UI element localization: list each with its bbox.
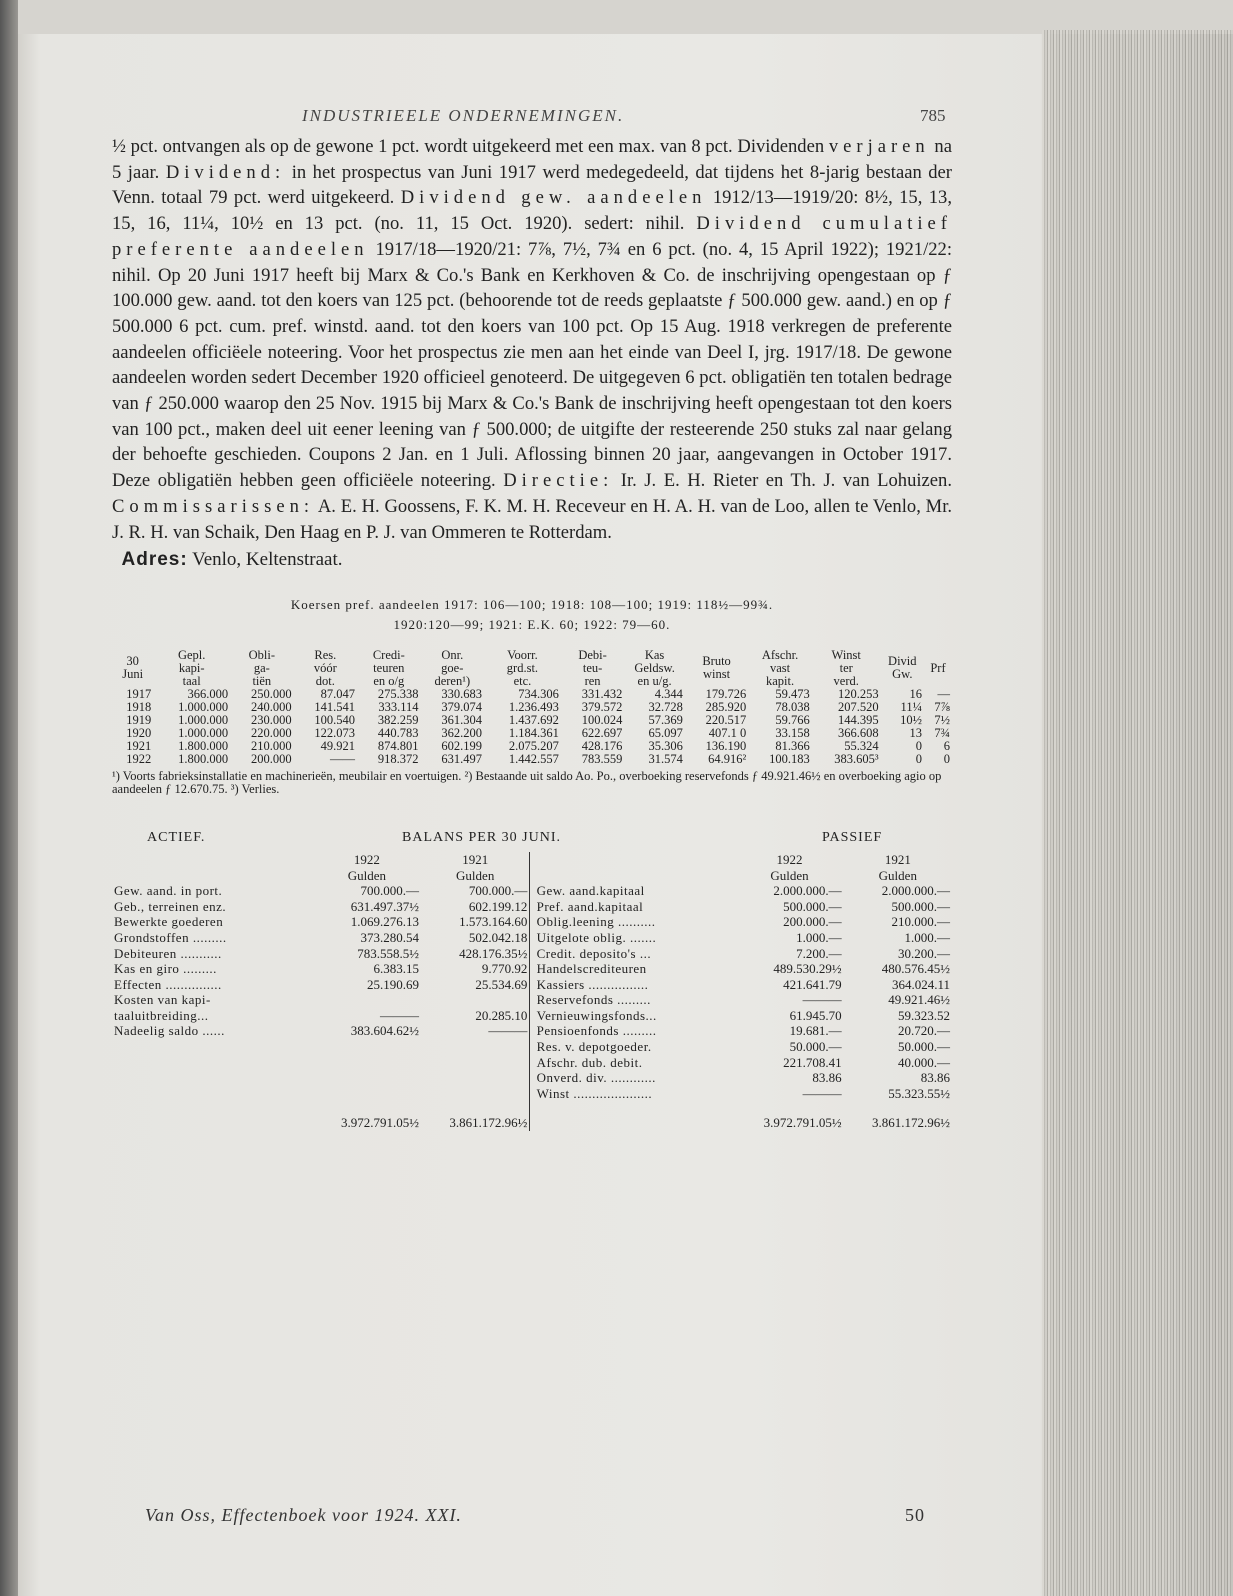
statistics-column-header bbox=[357, 649, 420, 688]
statistics-column-header bbox=[484, 649, 561, 688]
balance-label: Afschr. dub. debit. bbox=[536, 1054, 643, 1070]
running-header bbox=[112, 100, 952, 134]
balance-amount: 700.000.— bbox=[468, 883, 528, 899]
balance-amount: 783.558.5½ bbox=[357, 945, 420, 961]
header-part: ren bbox=[584, 673, 601, 688]
header-part: etc. bbox=[513, 673, 532, 688]
value-cell: 100.024 bbox=[581, 712, 623, 727]
balance-amount: 83.86 bbox=[920, 1070, 950, 1086]
balance-label: Uitgelote oblig. ....... bbox=[536, 929, 657, 945]
balance-amount: 1.069.276.13 bbox=[350, 914, 420, 930]
actief-title: ACTIEF. bbox=[147, 829, 206, 845]
value-cell: —— bbox=[330, 751, 356, 766]
header-part: Obli- bbox=[248, 647, 276, 662]
value-cell: 0 bbox=[915, 738, 922, 753]
balance-label: Reservefonds ......... bbox=[536, 992, 651, 1008]
balance-body bbox=[112, 852, 952, 1102]
balance-amount bbox=[421, 1039, 530, 1055]
header-part: 30 bbox=[126, 654, 139, 669]
balance-amount: 19.681.— bbox=[789, 1023, 842, 1039]
balance-amount: 25.190.69 bbox=[367, 976, 420, 992]
balance-unit-row bbox=[112, 868, 952, 884]
header-part: Onr. bbox=[441, 647, 464, 662]
statistics-body bbox=[112, 688, 952, 766]
value-cell: 331.432 bbox=[581, 686, 623, 701]
text-run: 1912/13—1919/20: 8½, 15, 13, 15, 16, 11¼, 10½ en 13 pct. (no. 11, 15 Oct. 1920). sedert: nihil. bbox=[112, 187, 952, 235]
balance-amount: 7.200.— bbox=[796, 945, 842, 961]
value-cell: 179.726 bbox=[705, 686, 747, 701]
value-cell: 55.324 bbox=[844, 738, 879, 753]
total-actief-1922: 3.972.791.05½ bbox=[341, 1115, 420, 1131]
header-part: kapi- bbox=[178, 660, 205, 675]
balance-label: taaluitbreiding... bbox=[114, 1007, 209, 1023]
spaced-term: Directie: bbox=[503, 470, 614, 492]
statistics-row bbox=[112, 688, 952, 701]
header-part: teuren bbox=[373, 660, 405, 675]
value-cell: 100.183 bbox=[769, 751, 810, 766]
paragraph bbox=[112, 134, 952, 545]
header-part: Credi- bbox=[372, 647, 405, 662]
balance-amount bbox=[313, 1055, 421, 1071]
year-cell: 1921 bbox=[126, 738, 152, 753]
text-run: 1917/18—1920/21: 7⅞, 7½, 7¾ en 6 pct. (no. 4, 15 April 1922); 1921/22: nihil. Op 20 Juni 1917 heeft bij Marx & Co.'s Bank en Kerkhoven & Co. de inschrijving opengestaan op ƒ 100.000 gew. aand. tot den koers van 125 pct. (behoorende tot de reeds geplaatste ƒ 500.000 gew. aand.) en op ƒ 500.000 6 pct. cum. pref. winstd. aand. tot den koers van 100 pct. Op 15 Aug. 1918 verkregen de preferente aandeelen officiëele noteering. Voor het prospectus zie men aan het einde van Deel I, jrg. 1917/18. De gewone aandeelen worden sedert December 1920 officieel genoteerd. De uitgegeven 6 pct. obligatiën ten totalen bedrage van ƒ 250.000 waarop den 25 Nov. 1915 bij Marx & Co.'s Bank de inschrijving heeft opengestaan tot den koers van 100 pct., maken deel uit eener leening van ƒ 500.000; de uitgifte der resteerende 250 stuks zal naar gelang der behoefte geschieden. Coupons 2 Jan. en 1 Juli. Aflossing binnen 20 jaar, aangevangen in October 1917. Deze obligatiën hebben geen officiëele noteering. bbox=[112, 238, 952, 492]
balance-amount: 210.000.— bbox=[891, 914, 950, 930]
value-cell: 240.000 bbox=[250, 699, 292, 714]
balance-label: Credit. deposito's ... bbox=[536, 945, 652, 961]
balance-amount: 383.604.62½ bbox=[350, 1023, 420, 1039]
balance-label: Debiteuren ........... bbox=[114, 945, 222, 961]
header-part: deren¹) bbox=[434, 673, 471, 688]
footer-title: Van Oss, Effectenboek voor 1924. XXI. bbox=[145, 1505, 462, 1525]
balance-amount bbox=[313, 992, 421, 1008]
balance-label: Gew. aand. in port. bbox=[114, 883, 223, 899]
value-cell: 0 bbox=[915, 751, 922, 766]
balance-label: Oblig.leening .......... bbox=[536, 914, 656, 930]
balance-label: Pref. aand.kapitaal bbox=[536, 898, 644, 914]
header-part: winst bbox=[703, 667, 731, 682]
balance-row bbox=[112, 1055, 952, 1071]
value-cell: 379.074 bbox=[441, 699, 483, 714]
value-cell: 31.574 bbox=[648, 751, 683, 766]
balance-amount: 40.000.— bbox=[898, 1054, 950, 1070]
balance-row bbox=[112, 961, 952, 977]
value-cell: 379.572 bbox=[581, 699, 623, 714]
value-cell: 0 bbox=[943, 751, 950, 766]
balance-amount: 2.000.000.— bbox=[881, 883, 950, 899]
statistics-column-header bbox=[112, 649, 153, 688]
value-cell: 64.916² bbox=[708, 751, 747, 766]
value-cell: 11¼ bbox=[900, 699, 922, 714]
header-part: Prf bbox=[930, 660, 946, 675]
balance-row bbox=[112, 1070, 952, 1086]
page-top-margin bbox=[0, 0, 1233, 34]
balance-amount: 1.573.164.60 bbox=[459, 914, 528, 930]
value-cell: 382.259 bbox=[377, 712, 419, 727]
value-cell: 918.372 bbox=[377, 751, 419, 766]
statistics-row bbox=[112, 714, 952, 727]
value-cell: 622.697 bbox=[581, 725, 623, 740]
value-cell: 1.000.000 bbox=[178, 725, 229, 740]
text-run: ½ pct. ontvangen als op de gewone 1 pct. wordt uitgekeerd met een max. van 8 pct. Dividenden bbox=[112, 136, 825, 157]
value-cell: 7⅞ bbox=[934, 699, 950, 714]
value-cell: 407.1 0 bbox=[708, 725, 747, 740]
spaced-term: Dividend gew. aandeelen bbox=[400, 187, 707, 209]
balance-row bbox=[112, 899, 952, 915]
address-line bbox=[112, 547, 952, 573]
value-cell: 333.114 bbox=[378, 699, 419, 714]
value-cell: — bbox=[937, 686, 950, 701]
balance-amount: 421.641.79 bbox=[783, 976, 842, 992]
balance-total-row bbox=[112, 1101, 952, 1131]
value-cell: 200.000 bbox=[250, 751, 292, 766]
balance-amount: 55.323.55½ bbox=[888, 1085, 950, 1101]
address-label: Adres: bbox=[121, 549, 188, 571]
unit-heading: Gulden bbox=[770, 867, 809, 883]
balance-label: Winst ..................... bbox=[536, 1085, 653, 1101]
balance-label: Kassiers ................ bbox=[536, 976, 649, 992]
statistics-row bbox=[112, 753, 952, 766]
header-part: en u/g. bbox=[637, 673, 672, 688]
balance-amount bbox=[421, 1055, 530, 1071]
statistics-row bbox=[112, 701, 952, 714]
statistics-header-row bbox=[112, 649, 952, 688]
balance-amount: 500.000.— bbox=[783, 898, 842, 914]
value-cell: 65.097 bbox=[648, 725, 683, 740]
header-part: Gepl. bbox=[177, 647, 206, 662]
balance-label: Bewerkte goederen bbox=[114, 914, 224, 930]
passief-title: PASSIEF bbox=[822, 829, 883, 845]
header-part: vast bbox=[769, 660, 791, 675]
value-cell: 49.921 bbox=[320, 738, 356, 753]
balance-amount: 1.000.— bbox=[796, 929, 842, 945]
page-edges bbox=[1042, 30, 1233, 1596]
header-part: dot. bbox=[315, 673, 335, 688]
total-actief-1921: 3.861.172.96½ bbox=[449, 1115, 528, 1131]
value-cell: 13 bbox=[909, 725, 922, 740]
value-cell: 122.073 bbox=[314, 725, 356, 740]
value-cell: 440.783 bbox=[377, 725, 419, 740]
balance-amount: 502.042.18 bbox=[468, 929, 528, 945]
balance-amount: 200.000.— bbox=[783, 914, 842, 930]
balance-amount: 59.323.52 bbox=[898, 1007, 950, 1023]
text-run: in het prospectus van Juni 1917 werd medegedeeld, dat tijdens het 8-jarig bestaan der Venn. totaal 79 pct. werd uitgekeerd. bbox=[112, 161, 952, 209]
statistics-column-header bbox=[624, 649, 684, 688]
value-cell: 100.540 bbox=[314, 712, 356, 727]
spaced-term: Dividend: bbox=[165, 161, 286, 183]
balance-amount: 631.497.37½ bbox=[350, 898, 420, 914]
header-part: kapit. bbox=[765, 673, 795, 688]
year-cell: 1917 bbox=[126, 686, 152, 701]
book-binding bbox=[0, 0, 18, 1596]
balance-label: Gew. aand.kapitaal bbox=[536, 883, 645, 899]
value-cell: 32.728 bbox=[648, 699, 683, 714]
balance-amount: 428.176.35½ bbox=[459, 945, 528, 961]
balance-amount: 2.000.000.— bbox=[773, 883, 842, 899]
balance-amount: 9.770.92 bbox=[481, 961, 528, 977]
header-part: ter bbox=[839, 660, 853, 675]
year-heading: 1922 bbox=[776, 851, 803, 867]
statistics-column-header bbox=[924, 649, 952, 688]
header-part: taal bbox=[182, 673, 201, 688]
balance-label bbox=[112, 1070, 313, 1086]
value-cell: 136.190 bbox=[705, 738, 747, 753]
value-cell: 35.306 bbox=[648, 738, 683, 753]
balance-row bbox=[112, 977, 952, 993]
balance-label bbox=[112, 1039, 313, 1055]
balance-amount: 49.921.46½ bbox=[888, 992, 950, 1008]
koersen-block bbox=[112, 595, 952, 635]
balance-row bbox=[112, 930, 952, 946]
year-cell: 1922 bbox=[126, 751, 152, 766]
value-cell: 81.366 bbox=[775, 738, 810, 753]
value-cell: 78.038 bbox=[775, 699, 810, 714]
page-footer bbox=[145, 1505, 925, 1526]
balance-amount: ——— bbox=[802, 992, 842, 1008]
balance-amount bbox=[421, 1086, 530, 1102]
statistics-column-header bbox=[294, 649, 357, 688]
value-cell: 210.000 bbox=[250, 738, 292, 753]
value-cell: 120.253 bbox=[837, 686, 879, 701]
balance-year-row bbox=[112, 852, 952, 868]
unit-heading: Gulden bbox=[878, 867, 917, 883]
balance-label: Grondstoffen ......... bbox=[114, 929, 227, 945]
value-cell: 631.497 bbox=[441, 751, 483, 766]
statistics-column-header bbox=[685, 649, 748, 688]
value-cell: 783.559 bbox=[581, 751, 623, 766]
value-cell: 275.338 bbox=[377, 686, 419, 701]
balance-label: Kosten van kapi- bbox=[114, 992, 211, 1008]
balance-amount: 373.280.54 bbox=[360, 929, 420, 945]
header-part: vóór bbox=[313, 660, 337, 675]
value-cell: 1.800.000 bbox=[178, 738, 229, 753]
balance-amount: ——— bbox=[802, 1085, 842, 1101]
year-cell: 1918 bbox=[126, 699, 152, 714]
value-cell: 428.176 bbox=[581, 738, 623, 753]
spaced-term: Commissarissen: bbox=[112, 495, 315, 517]
balance-amount: 602.199.12 bbox=[468, 898, 528, 914]
unit-heading: Gulden bbox=[347, 867, 386, 883]
balance-label: Geb., terreinen enz. bbox=[114, 898, 227, 914]
statistics-row bbox=[112, 740, 952, 753]
year-cell: 1919 bbox=[126, 712, 152, 727]
balance-label: Onverd. div. ............ bbox=[536, 1070, 656, 1086]
balance-label: Effecten ............... bbox=[114, 976, 222, 992]
value-cell: 10½ bbox=[900, 712, 922, 727]
balance-amount: 221.708.41 bbox=[783, 1054, 842, 1070]
balance-label bbox=[112, 1055, 313, 1071]
balance-row bbox=[112, 946, 952, 962]
balance-amount: 83.86 bbox=[812, 1070, 842, 1086]
value-cell: 1.442.557 bbox=[508, 751, 559, 766]
value-cell: 362.200 bbox=[441, 725, 483, 740]
spaced-term: Dividend cumulatief preferente aandeelen bbox=[112, 213, 953, 260]
header-part: Debi- bbox=[578, 647, 607, 662]
statistics-column-header bbox=[153, 649, 230, 688]
value-cell: 1.000.000 bbox=[178, 699, 229, 714]
value-cell: 250.000 bbox=[250, 686, 292, 701]
value-cell: 285.920 bbox=[705, 699, 747, 714]
statistics-column-header bbox=[230, 649, 293, 688]
value-cell: 144.395 bbox=[837, 712, 879, 727]
balance-label: Res. v. depotgoeder. bbox=[536, 1039, 652, 1055]
balance-amount bbox=[421, 1070, 530, 1086]
value-cell: 383.605³ bbox=[834, 751, 879, 766]
header-part: Bruto bbox=[702, 654, 731, 669]
address-value: Venlo, Keltenstraat. bbox=[192, 549, 343, 571]
value-cell: 16 bbox=[909, 686, 922, 701]
page-content bbox=[112, 100, 952, 1131]
balance-amount: 500.000.— bbox=[891, 898, 950, 914]
statistics-table bbox=[112, 649, 952, 766]
header-part: Kas bbox=[644, 647, 665, 662]
balance-row bbox=[112, 1086, 952, 1102]
balance-label: Handelscrediteuren bbox=[536, 961, 647, 977]
unit-heading: Gulden bbox=[456, 867, 495, 883]
header-part: goe- bbox=[441, 660, 464, 675]
year-heading: 1921 bbox=[462, 851, 489, 867]
text-run: Ir. J. E. H. Rieter en Th. J. van Lohuizen. bbox=[620, 470, 953, 492]
value-cell: 7½ bbox=[934, 712, 950, 727]
balance-amount bbox=[421, 992, 530, 1008]
value-cell: 141.541 bbox=[314, 699, 356, 714]
balance-sheet bbox=[112, 852, 952, 1131]
statistics-row bbox=[112, 727, 952, 740]
balance-amount: 20.285.10 bbox=[475, 1007, 528, 1023]
value-cell: 366.000 bbox=[187, 686, 229, 701]
balance-amount: 480.576.45½ bbox=[881, 961, 950, 977]
balance-row bbox=[112, 1008, 952, 1024]
statistics-column-header bbox=[748, 649, 811, 688]
balance-label bbox=[112, 1086, 313, 1102]
value-cell: 1.437.692 bbox=[508, 712, 559, 727]
value-cell: 87.047 bbox=[320, 686, 356, 701]
signature-number: 50 bbox=[905, 1505, 925, 1525]
value-cell: 59.473 bbox=[775, 686, 810, 701]
body-text bbox=[112, 134, 952, 573]
balance-title: BALANS PER 30 JUNI. bbox=[402, 829, 562, 845]
value-cell: 230.000 bbox=[250, 712, 292, 727]
balance-amount: 6.383.15 bbox=[373, 961, 420, 977]
value-cell: 330.683 bbox=[441, 686, 483, 701]
balance-row bbox=[112, 914, 952, 930]
balance-label: Kas en giro ......... bbox=[114, 961, 217, 977]
balance-amount: 25.534.69 bbox=[475, 976, 528, 992]
header-part: Geldsw. bbox=[634, 660, 675, 675]
balance-label: Nadeelig saldo ...... bbox=[114, 1023, 225, 1039]
value-cell: 4.344 bbox=[654, 686, 683, 701]
footnote-text: ¹) Voorts fabrieksinstallatie en machinerieën, meubilair en voertuigen. ²) Bestaande uit saldo Ao. Po., overboeking reservefonds ƒ 49.921.46½ en overboeking agio op aandeelen ƒ 12.670.75. ³) Verlies. bbox=[112, 768, 942, 796]
balance-amount: 489.530.29½ bbox=[773, 961, 842, 977]
text-run: A. E. H. Goossens, F. K. M. H. Receveur en H. A. H. van de Loo, allen te Venlo, Mr. J. R. H. van Schaik, Den Haag en P. J. van Ommeren te Rotterdam. bbox=[112, 495, 953, 543]
value-cell: 1.000.000 bbox=[178, 712, 229, 727]
balance-title-row bbox=[112, 830, 952, 848]
page-number: 785 bbox=[920, 106, 946, 125]
balance-label: Pensioenfonds ......... bbox=[536, 1023, 657, 1039]
balance-amount: 30.200.— bbox=[898, 945, 950, 961]
balance-amount: 364.024.11 bbox=[891, 976, 950, 992]
statistics-column-header bbox=[881, 649, 924, 688]
balance-amount: 700.000.— bbox=[360, 883, 420, 899]
value-cell: 366.608 bbox=[837, 725, 879, 740]
value-cell: 33.158 bbox=[775, 725, 810, 740]
header-part: Juni bbox=[122, 667, 144, 682]
value-cell: 7¾ bbox=[934, 725, 950, 740]
koersen-line: 1920:120—99; 1921: E.K. 60; 1922: 79—60. bbox=[393, 616, 671, 632]
year-cell: 1920 bbox=[126, 725, 152, 740]
value-cell: 207.520 bbox=[837, 699, 879, 714]
value-cell: 220.000 bbox=[250, 725, 292, 740]
total-passief-1922: 3.972.791.05½ bbox=[763, 1115, 842, 1131]
header-part: ga- bbox=[253, 660, 270, 675]
footnotes bbox=[112, 770, 952, 796]
value-cell: 602.199 bbox=[441, 738, 483, 753]
koersen-line: Koersen pref. aandeelen 1917: 106—100; 1918: 108—100; 1919: 118½—99¾. bbox=[290, 596, 774, 612]
value-cell: 220.517 bbox=[705, 712, 747, 727]
header-part: Divid bbox=[888, 654, 917, 669]
balance-row bbox=[112, 1023, 952, 1039]
value-cell: 59.766 bbox=[775, 712, 810, 727]
value-cell: 1.184.361 bbox=[508, 725, 559, 740]
header-part: tiën bbox=[252, 673, 272, 688]
value-cell: 1.800.000 bbox=[178, 751, 229, 766]
running-title: INDUSTRIEELE ONDERNEMINGEN. bbox=[302, 106, 625, 125]
statistics-column-header bbox=[561, 649, 624, 688]
year-heading: 1921 bbox=[884, 851, 911, 867]
header-part: Res. bbox=[314, 647, 337, 662]
spaced-term: verjaren bbox=[828, 136, 930, 157]
header-part: en o/g bbox=[373, 673, 405, 688]
balance-amount: ——— bbox=[488, 1023, 528, 1039]
header-part: grd.st. bbox=[506, 660, 539, 675]
header-part: Voorr. bbox=[507, 647, 538, 662]
balance-amount: 61.945.70 bbox=[789, 1007, 842, 1023]
text-run: na 5 jaar. bbox=[112, 136, 952, 183]
total-passief-1921: 3.861.172.96½ bbox=[872, 1115, 950, 1131]
balance-label: Vernieuwingsfonds... bbox=[536, 1007, 657, 1023]
value-cell: 2.075.207 bbox=[508, 738, 559, 753]
statistics-column-header bbox=[812, 649, 881, 688]
balance-row bbox=[112, 1039, 952, 1055]
value-cell: 1.236.493 bbox=[508, 699, 559, 714]
balance-amount bbox=[313, 1086, 421, 1102]
balance-amount: 50.000.— bbox=[789, 1039, 842, 1055]
header-part: Winst bbox=[831, 647, 861, 662]
balance-amount: 1.000.— bbox=[904, 929, 950, 945]
balance-row bbox=[112, 992, 952, 1008]
value-cell: 874.801 bbox=[377, 738, 419, 753]
year-heading: 1922 bbox=[353, 851, 380, 867]
balance-amount bbox=[313, 1039, 421, 1055]
value-cell: 57.369 bbox=[648, 712, 683, 727]
value-cell: 361.304 bbox=[441, 712, 483, 727]
balance-row bbox=[112, 883, 952, 899]
header-part: Gw. bbox=[892, 667, 913, 682]
balance-amount: 50.000.— bbox=[898, 1039, 950, 1055]
header-part: teu- bbox=[582, 660, 603, 675]
header-part: verd. bbox=[833, 673, 859, 688]
balance-amount bbox=[313, 1070, 421, 1086]
value-cell: 734.306 bbox=[518, 686, 559, 701]
balance-amount: 20.720.— bbox=[898, 1023, 950, 1039]
statistics-column-header bbox=[421, 649, 484, 688]
header-part: Afschr. bbox=[761, 647, 799, 662]
value-cell: 6 bbox=[943, 738, 950, 753]
balance-amount: ——— bbox=[380, 1007, 420, 1023]
